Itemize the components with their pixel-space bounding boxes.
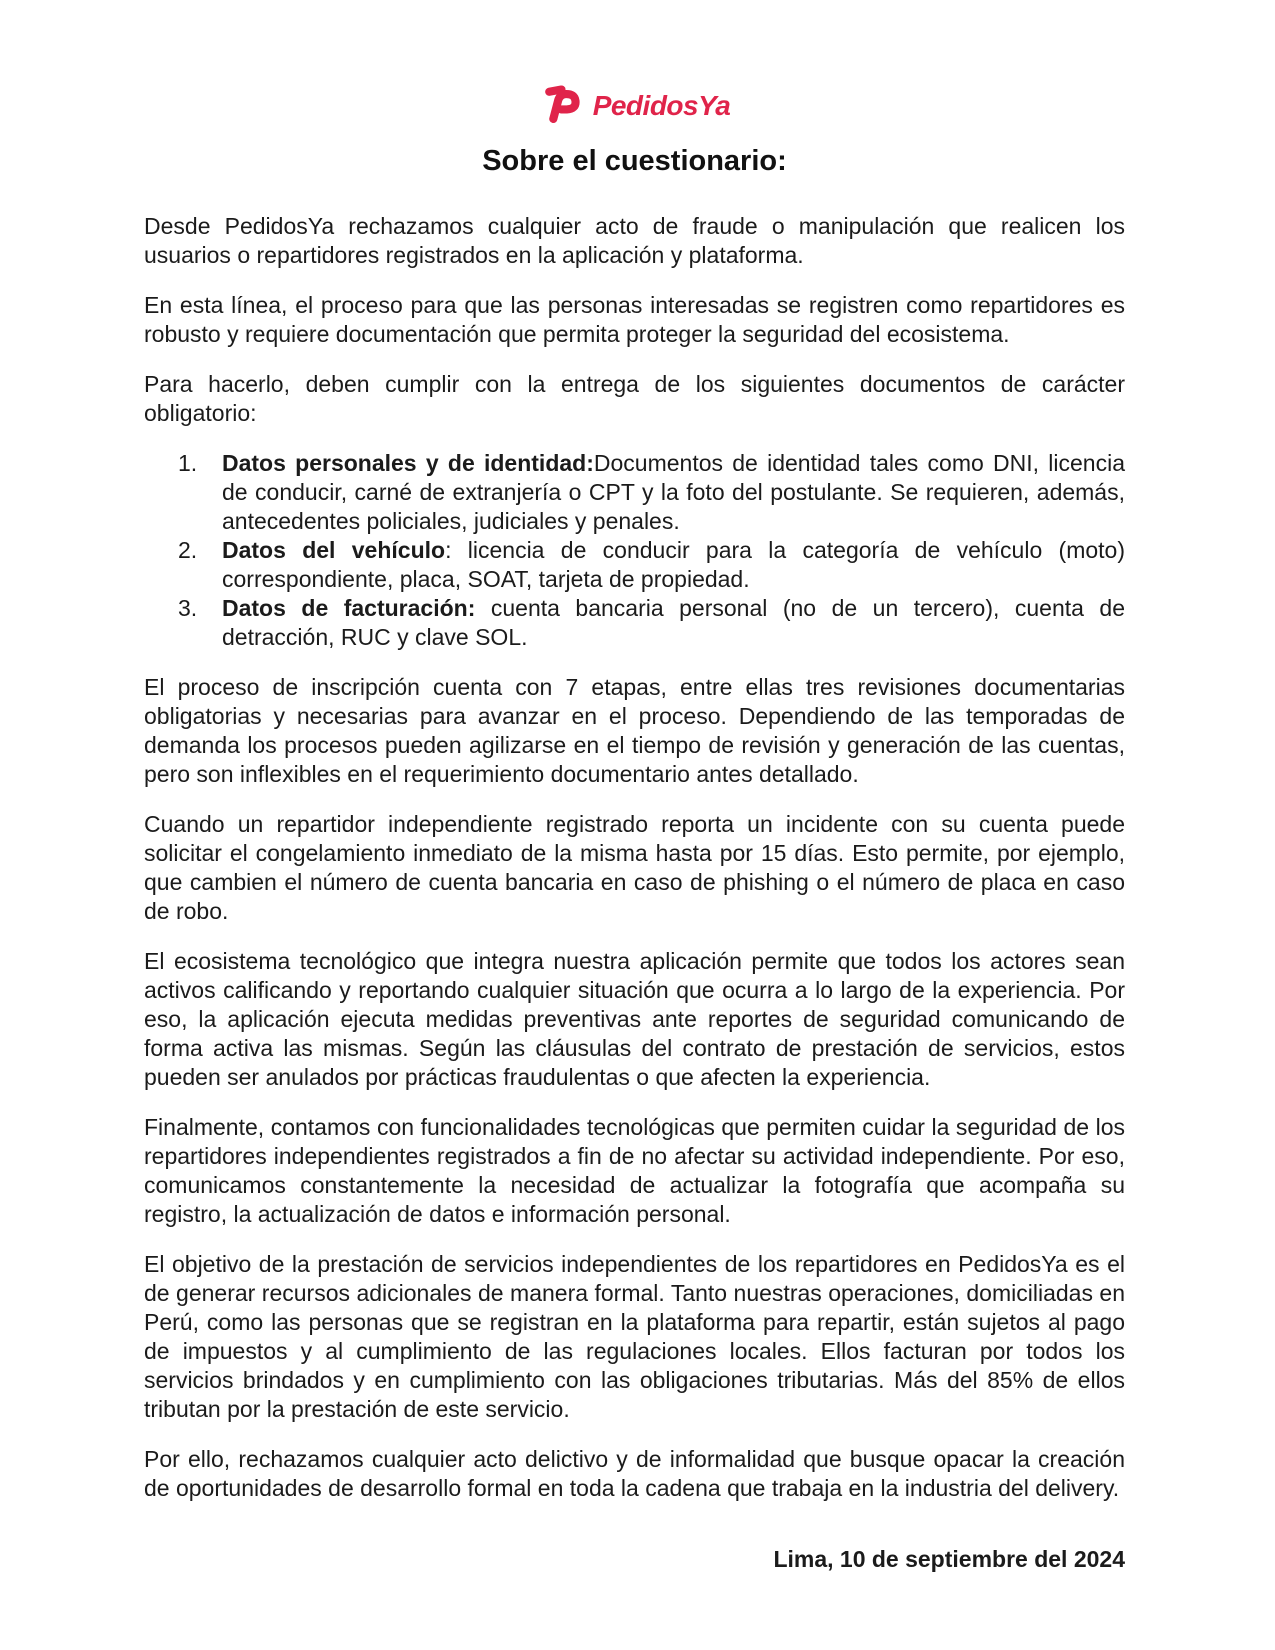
list-item-text: : licencia de conducir para la categoría de vehículo (moto) correspondiente, placa, SOAT, tarjeta de propiedad. bbox=[222, 536, 1126, 592]
list-item bbox=[144, 449, 1125, 536]
intro-paragraph: En esta línea, el proceso para que las personas interesadas se registren como repartidores es robusto y requiere documentación que permita proteger la seguridad del ecosistema. bbox=[144, 291, 1125, 347]
body-paragraph: El objetivo de la prestación de servicios independientes de los repartidores en PedidosYa es el de generar recursos adicionales de manera formal. Tanto nuestras operaciones, domiciliadas en Perú, como las personas que se registran en la plataforma para repartir, están sujetos al pago de impuestos y al cumplimiento de las regulaciones locales. Ellos facturan por todos los servicios brindados y en cumplimiento con las obligaciones tributarias. Más del 85% de ellos tributan por la prestación de este servicio. bbox=[144, 1250, 1125, 1422]
list-item bbox=[144, 594, 1125, 652]
list-item bbox=[144, 536, 1125, 594]
document-body bbox=[144, 212, 1125, 1574]
pedidosya-p-icon bbox=[539, 85, 583, 123]
body-paragraph: Por ello, rechazamos cualquier acto delictivo y de informalidad que busque opacar la creación de oportunidades de desarrollo formal en toda la cadena que trabaja en la industria del delivery. bbox=[144, 1445, 1125, 1501]
body-paragraph: Finalmente, contamos con funcionalidades tecnológicas que permiten cuidar la seguridad de los repartidores independientes registrados a fin de no afectar su actividad independiente. Por eso, comunicamos constantemente la necesidad de actualizar la fotografía que acompaña su registro, la actualización de datos e información personal. bbox=[144, 1113, 1125, 1227]
intro-paragraph: Desde PedidosYa rechazamos cualquier acto de fraude o manipulación que realicen los usuarios o repartidores registrados en la aplicación y plataforma. bbox=[144, 212, 1125, 268]
date-line: Lima, 10 de septiembre del 2024 bbox=[773, 1545, 1125, 1572]
list-item-text: cuenta bancaria personal (no de un tercero), cuenta de detracción, RUC y clave SOL. bbox=[222, 594, 1126, 650]
body-paragraph: Cuando un repartidor independiente registrado reporta un incidente con su cuenta puede solicitar el congelamiento inmediato de la misma hasta por 15 días. Esto permite, por ejemplo, que cambien el número de cuenta bancaria en caso de phishing o el número de placa en caso de robo. bbox=[144, 810, 1125, 924]
list-item-number: 2. bbox=[178, 536, 198, 563]
pedidosya-logo bbox=[144, 84, 1125, 124]
page-title: Sobre el cuestionario: bbox=[482, 145, 787, 177]
list-item-text: Documentos de identidad tales como DNI, licencia de conducir, carné de extranjería o CPT y la foto del postulante. Se requieren, además, antecedentes policiales, judiciales y penales. bbox=[222, 449, 1126, 534]
list-item-number: 3. bbox=[178, 594, 198, 621]
list-item-number: 1. bbox=[178, 449, 198, 476]
list-item-lead: Datos de facturación: bbox=[222, 594, 476, 621]
required-documents-list bbox=[144, 449, 1125, 652]
list-item-lead: Datos del vehículo bbox=[222, 536, 446, 563]
body-paragraph: El ecosistema tecnológico que integra nuestra aplicación permite que todos los actores sean activos calificando y reportando cualquier situación que ocurra a lo largo de la experiencia. Por eso, la aplicación ejecuta medidas preventivas ante reportes de seguridad comunicando de forma activa las mismas. Según las cláusulas del contrato de prestación de servicios, estos pueden ser anulados por prácticas fraudulentas o que afecten la experiencia. bbox=[144, 947, 1125, 1090]
brand-wordmark: PedidosYa bbox=[592, 90, 731, 121]
list-item-lead: Datos personales y de identidad: bbox=[222, 449, 594, 476]
body-paragraph: El proceso de inscripción cuenta con 7 etapas, entre ellas tres revisiones documentarias obligatorias y necesarias para avanzar en el proceso. Dependiendo de las temporadas de demanda los procesos pueden agilizarse en el tiempo de revisión y generación de las cuentas, pero son inflexibles en el requerimiento documentario antes detallado. bbox=[144, 673, 1125, 787]
intro-paragraph: Para hacerlo, deben cumplir con la entrega de los siguientes documentos de carácter obligatorio: bbox=[144, 370, 1125, 426]
